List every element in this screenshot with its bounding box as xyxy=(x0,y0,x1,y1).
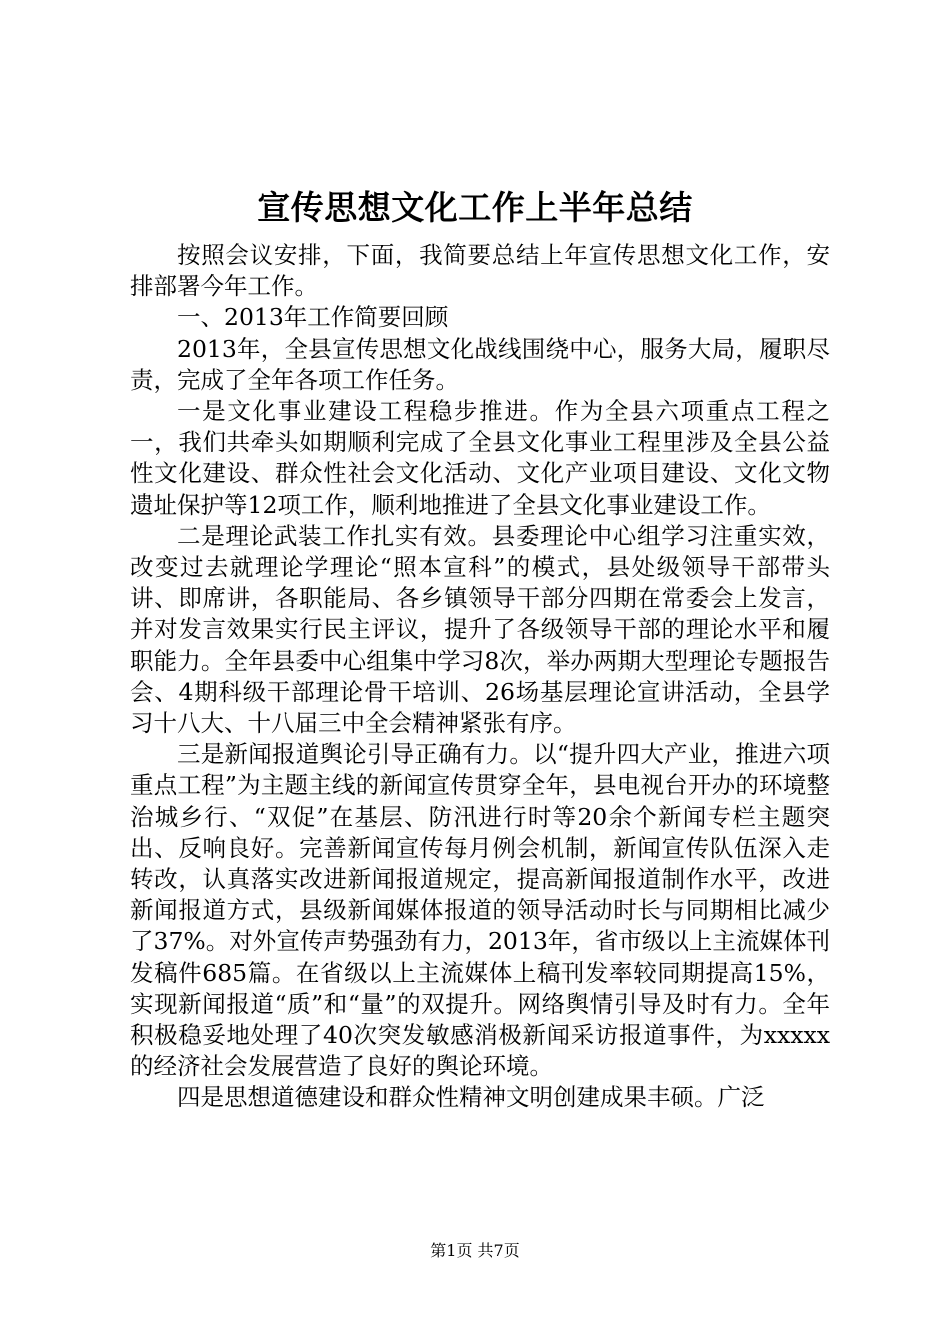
paragraph-moral-construction: 四是思想道德建设和群众性精神文明创建成果丰硕。广泛 xyxy=(177,1083,765,1112)
paragraph-overview: 2013年，全县宣传思想文化战线围绕中心，服务大局，履职尽责，完成了全年各项工作任务。 xyxy=(130,334,830,394)
paragraph-theory-study: 二是理论武装工作扎实有效。县委理论中心组学习注重实效，改变过去就理论学理论“照本宣科”的模式，县处级领导干部带头讲、即席讲，各职能局、各乡镇领导干部分四期在常委会上发言，并对发言效果实行民主评议，提升了各级领导干部的理论水平和履职能力。全年县委中心组集中学习8次，举办两期大型理论专题报告会、4期科级干部理论骨干培训、26场基层理论宣讲活动，全县学习十八大、十八届三中全会精神紧张有序。 xyxy=(130,521,830,738)
paragraph-news-reporting: 三是新闻报道舆论引导正确有力。以“提升四大产业，推进六项重点工程”为主题主线的新闻宣传贯穿全年，县电视台开办的环境整治城乡行、“双促”在基层、防汛进行时等20余个新闻专栏主题突出、反响良好。完善新闻宣传每月例会机制，新闻宣传队伍深入走转改，认真落实改进新闻报道规定，提高新闻报道制作水平，改进新闻报道方式，县级新闻媒体报道的领导活动时长与同期相比减少了37%。对外宣传声势强劲有力，2013年，省市级以上主流媒体刊发稿件685篇。在省级以上主流媒体上稿刊发率较同期提高15%，实现新闻报道“质”和“量”的双提升。网络舆情引导及时有力。全年积极稳妥地处理了40次突发敏感消极新闻采访报道事件，为xxxxx的经济社会发展营造了良好的舆论环境。 xyxy=(130,740,830,1081)
paragraph-intro: 按照会议安排，下面，我简要总结上年宣传思想文化工作，安排部署今年工作。 xyxy=(130,241,830,301)
paragraph-culture-projects: 一是文化事业建设工程稳步推进。作为全县六项重点工程之一，我们共牵头如期顺利完成了全县文化事业工程里涉及全县公益性文化建设、群众性社会文化活动、文化产业项目建设、文化文物遗址保护等12项工作，顺利地推进了全县文化事业建设工作。 xyxy=(130,397,830,519)
page-footer: 第1页 共7页 xyxy=(430,1241,520,1260)
document-title: 宣传思想文化工作上半年总结 xyxy=(257,188,693,227)
section-heading-review: 一、2013年工作简要回顾 xyxy=(177,303,449,332)
document-body xyxy=(130,240,830,1114)
